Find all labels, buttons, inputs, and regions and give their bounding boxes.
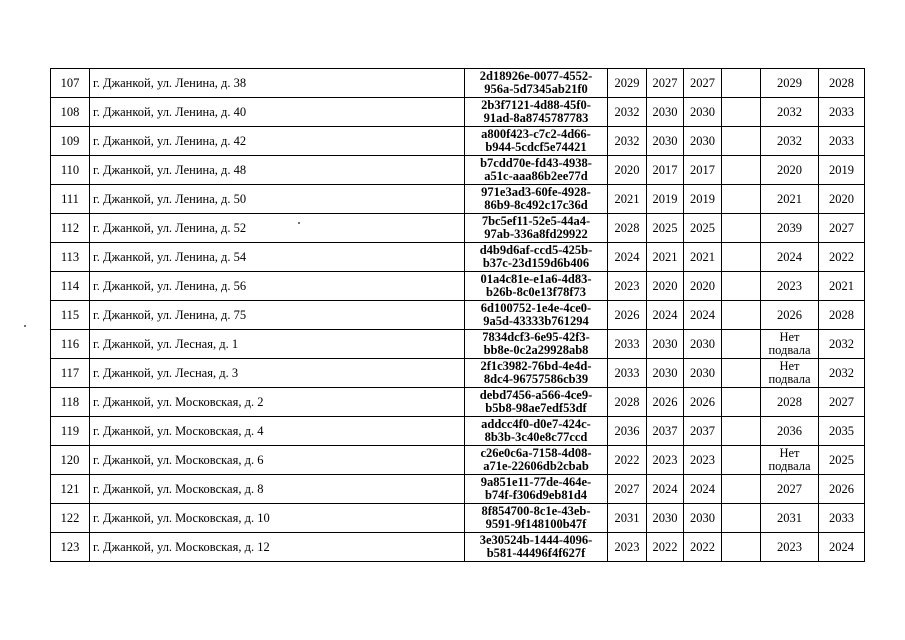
year-cell-2: 2030 bbox=[647, 98, 684, 127]
object-id-line: b26b-8c0e13f78f73 bbox=[486, 285, 586, 299]
basement-year-cell: 2032 bbox=[761, 127, 819, 156]
year-cell-1: 2031 bbox=[608, 504, 647, 533]
basement-year-cell: 2028 bbox=[761, 388, 819, 417]
row-number: 114 bbox=[51, 272, 90, 301]
year-cell-2: 2025 bbox=[647, 214, 684, 243]
year-cell-1: 2021 bbox=[608, 185, 647, 214]
year-cell-1: 2024 bbox=[608, 243, 647, 272]
object-id-line: b5b8-98ae7edf53df bbox=[485, 401, 587, 415]
table-row bbox=[51, 533, 865, 562]
year-cell-1: 2028 bbox=[608, 388, 647, 417]
row-number: 115 bbox=[51, 301, 90, 330]
year-cell-3: 2030 bbox=[684, 359, 722, 388]
row-number: 107 bbox=[51, 69, 90, 98]
scan-speck bbox=[24, 325, 26, 327]
year-cell-3: 2024 bbox=[684, 475, 722, 504]
year-cell-1: 2036 bbox=[608, 417, 647, 446]
object-id-line: 6d100752-1e4e-4ce0- bbox=[480, 301, 592, 315]
object-id-line: debd7456-a566-4ce9- bbox=[479, 388, 593, 402]
empty-cell bbox=[722, 330, 761, 359]
year-cell-6: 2022 bbox=[819, 243, 865, 272]
object-id-cell bbox=[465, 243, 608, 272]
year-cell-1: 2023 bbox=[608, 272, 647, 301]
object-id-line: 8f854700-8c1e-43eb- bbox=[481, 504, 591, 518]
row-number: 108 bbox=[51, 98, 90, 127]
year-cell-2: 2030 bbox=[647, 504, 684, 533]
object-id-line: 2b3f7121-4d88-45f0- bbox=[481, 98, 591, 112]
housing-registry-table bbox=[50, 68, 865, 562]
empty-cell bbox=[722, 301, 761, 330]
object-id-cell bbox=[465, 330, 608, 359]
year-cell-1: 2027 bbox=[608, 475, 647, 504]
year-cell-2: 2024 bbox=[647, 301, 684, 330]
object-id-line: 7834dcf3-6e95-42f3- bbox=[482, 330, 590, 344]
basement-year-cell: 2026 bbox=[761, 301, 819, 330]
year-cell-2: 2021 bbox=[647, 243, 684, 272]
empty-cell bbox=[722, 69, 761, 98]
address-cell: г. Джанкой, ул. Ленина, д. 38 bbox=[90, 69, 465, 98]
object-id-cell bbox=[465, 69, 608, 98]
object-id-cell bbox=[465, 185, 608, 214]
object-id-line: b74f-f306d9eb81d4 bbox=[484, 488, 588, 502]
basement-year-cell: 2031 bbox=[761, 504, 819, 533]
year-cell-1: 2033 bbox=[608, 359, 647, 388]
table-row bbox=[51, 69, 865, 98]
year-cell-2: 2023 bbox=[647, 446, 684, 475]
address-cell: г. Джанкой, ул. Московская, д. 10 bbox=[90, 504, 465, 533]
year-cell-6: 2026 bbox=[819, 475, 865, 504]
year-cell-3: 2019 bbox=[684, 185, 722, 214]
year-cell-3: 2027 bbox=[684, 69, 722, 98]
year-cell-6: 2024 bbox=[819, 533, 865, 562]
object-id-line: b581-44496f4f627f bbox=[486, 546, 586, 560]
year-cell-1: 2022 bbox=[608, 446, 647, 475]
basement-year-cell: 2039 bbox=[761, 214, 819, 243]
object-id-line: 9591-9f148100b47f bbox=[485, 517, 587, 531]
row-number: 123 bbox=[51, 533, 90, 562]
row-number: 120 bbox=[51, 446, 90, 475]
year-cell-1: 2032 bbox=[608, 127, 647, 156]
object-id-cell bbox=[465, 417, 608, 446]
year-cell-2: 2020 bbox=[647, 272, 684, 301]
row-number: 113 bbox=[51, 243, 90, 272]
year-cell-6: 2019 bbox=[819, 156, 865, 185]
address-cell: г. Джанкой, ул. Лесная, д. 1 bbox=[90, 330, 465, 359]
object-id-line: 7bc5ef11-52e5-44a4- bbox=[481, 214, 591, 228]
object-id-line: b7cdd70e-fd43-4938- bbox=[480, 156, 592, 170]
year-cell-6: 2021 bbox=[819, 272, 865, 301]
year-cell-6: 2033 bbox=[819, 504, 865, 533]
basement-year-cell: Нет подвала bbox=[761, 330, 819, 359]
empty-cell bbox=[722, 417, 761, 446]
basement-year-cell: 2023 bbox=[761, 272, 819, 301]
address-cell: г. Джанкой, ул. Ленина, д. 54 bbox=[90, 243, 465, 272]
basement-year-cell: 2032 bbox=[761, 98, 819, 127]
row-number: 109 bbox=[51, 127, 90, 156]
year-cell-2: 2017 bbox=[647, 156, 684, 185]
object-id-cell bbox=[465, 272, 608, 301]
address-cell: г. Джанкой, ул. Московская, д. 4 bbox=[90, 417, 465, 446]
year-cell-3: 2022 bbox=[684, 533, 722, 562]
year-cell-3: 2030 bbox=[684, 127, 722, 156]
empty-cell bbox=[722, 359, 761, 388]
year-cell-3: 2017 bbox=[684, 156, 722, 185]
row-number: 112 bbox=[51, 214, 90, 243]
object-id-line: b944-5cdcf5e74421 bbox=[485, 140, 587, 154]
empty-cell bbox=[722, 504, 761, 533]
basement-year-cell: 2021 bbox=[761, 185, 819, 214]
year-cell-3: 2024 bbox=[684, 301, 722, 330]
basement-year-cell: Нет подвала bbox=[761, 446, 819, 475]
year-cell-1: 2020 bbox=[608, 156, 647, 185]
year-cell-2: 2037 bbox=[647, 417, 684, 446]
address-cell: г. Джанкой, ул. Московская, д. 6 bbox=[90, 446, 465, 475]
year-cell-1: 2033 bbox=[608, 330, 647, 359]
object-id-line: 8b3b-3c40e8c77ccd bbox=[484, 430, 588, 444]
object-id-cell bbox=[465, 475, 608, 504]
object-id-cell bbox=[465, 446, 608, 475]
empty-cell bbox=[722, 533, 761, 562]
object-id-line: bb8e-0c2a29928ab8 bbox=[483, 343, 589, 357]
table-row bbox=[51, 98, 865, 127]
table-row bbox=[51, 330, 865, 359]
address-cell: г. Джанкой, ул. Ленина, д. 40 bbox=[90, 98, 465, 127]
year-cell-3: 2021 bbox=[684, 243, 722, 272]
row-number: 110 bbox=[51, 156, 90, 185]
year-cell-3: 2020 bbox=[684, 272, 722, 301]
year-cell-2: 2027 bbox=[647, 69, 684, 98]
year-cell-6: 2028 bbox=[819, 69, 865, 98]
object-id-line: a51c-aaa86b2ee77d bbox=[484, 169, 588, 183]
object-id-cell bbox=[465, 388, 608, 417]
basement-year-cell: 2029 bbox=[761, 69, 819, 98]
year-cell-6: 2020 bbox=[819, 185, 865, 214]
year-cell-3: 2025 bbox=[684, 214, 722, 243]
year-cell-6: 2028 bbox=[819, 301, 865, 330]
object-id-line: 86b9-8c492c17c36d bbox=[484, 198, 588, 212]
address-cell: г. Джанкой, ул. Ленина, д. 50 bbox=[90, 185, 465, 214]
year-cell-2: 2030 bbox=[647, 330, 684, 359]
table-row bbox=[51, 243, 865, 272]
basement-year-cell: 2023 bbox=[761, 533, 819, 562]
object-id-line: 956a-5d7345ab21f0 bbox=[484, 82, 588, 96]
empty-cell bbox=[722, 243, 761, 272]
table-row bbox=[51, 504, 865, 533]
table-row bbox=[51, 359, 865, 388]
object-id-line: 8dc4-96757586cb39 bbox=[483, 372, 589, 386]
object-id-line: 91ad-8a8745787783 bbox=[483, 111, 589, 125]
table-row bbox=[51, 214, 865, 243]
address-cell: г. Джанкой, ул. Московская, д. 8 bbox=[90, 475, 465, 504]
empty-cell bbox=[722, 98, 761, 127]
object-id-line: 9a5d-43333b761294 bbox=[483, 314, 589, 328]
object-id-line: 01a4c81e-e1a6-4d83- bbox=[480, 272, 592, 286]
object-id-cell bbox=[465, 156, 608, 185]
year-cell-3: 2030 bbox=[684, 504, 722, 533]
year-cell-6: 2032 bbox=[819, 359, 865, 388]
row-number: 117 bbox=[51, 359, 90, 388]
object-id-line: 97ab-336a8fd29922 bbox=[484, 227, 588, 241]
empty-cell bbox=[722, 214, 761, 243]
object-id-cell bbox=[465, 214, 608, 243]
table-row bbox=[51, 301, 865, 330]
year-cell-3: 2026 bbox=[684, 388, 722, 417]
object-id-cell bbox=[465, 533, 608, 562]
address-cell: г. Джанкой, ул. Лесная, д. 3 bbox=[90, 359, 465, 388]
year-cell-2: 2026 bbox=[647, 388, 684, 417]
basement-year-cell: Нет подвала bbox=[761, 359, 819, 388]
table-body bbox=[51, 69, 865, 562]
object-id-line: 9a851e11-77de-464e- bbox=[480, 475, 592, 489]
basement-year-cell: 2027 bbox=[761, 475, 819, 504]
object-id-line: d4b9d6af-ccd5-425b- bbox=[479, 243, 593, 257]
scan-speck bbox=[298, 222, 300, 224]
object-id-line: c26e0c6a-7158-4d08- bbox=[480, 446, 592, 460]
basement-year-cell: 2020 bbox=[761, 156, 819, 185]
empty-cell bbox=[722, 446, 761, 475]
object-id-cell bbox=[465, 127, 608, 156]
row-number: 111 bbox=[51, 185, 90, 214]
year-cell-2: 2030 bbox=[647, 127, 684, 156]
empty-cell bbox=[722, 156, 761, 185]
year-cell-6: 2033 bbox=[819, 127, 865, 156]
row-number: 118 bbox=[51, 388, 90, 417]
address-cell: г. Джанкой, ул. Ленина, д. 42 bbox=[90, 127, 465, 156]
row-number: 122 bbox=[51, 504, 90, 533]
object-id-line: b37c-23d159d6b406 bbox=[482, 256, 590, 270]
table-row bbox=[51, 127, 865, 156]
object-id-line: a71e-22606db2cbab bbox=[483, 459, 589, 473]
object-id-cell bbox=[465, 504, 608, 533]
year-cell-2: 2030 bbox=[647, 359, 684, 388]
empty-cell bbox=[722, 475, 761, 504]
year-cell-2: 2019 bbox=[647, 185, 684, 214]
object-id-cell bbox=[465, 98, 608, 127]
object-id-cell bbox=[465, 301, 608, 330]
table-row bbox=[51, 417, 865, 446]
address-cell: г. Джанкой, ул. Ленина, д. 48 bbox=[90, 156, 465, 185]
basement-year-cell: 2024 bbox=[761, 243, 819, 272]
table-row bbox=[51, 388, 865, 417]
object-id-line: 971e3ad3-60fe-4928- bbox=[481, 185, 591, 199]
year-cell-3: 2030 bbox=[684, 98, 722, 127]
year-cell-6: 2025 bbox=[819, 446, 865, 475]
object-id-line: 2f1c3982-76bd-4e4d- bbox=[480, 359, 592, 373]
empty-cell bbox=[722, 272, 761, 301]
year-cell-6: 2027 bbox=[819, 388, 865, 417]
address-cell: г. Джанкой, ул. Ленина, д. 75 bbox=[90, 301, 465, 330]
year-cell-6: 2027 bbox=[819, 214, 865, 243]
table-row bbox=[51, 185, 865, 214]
year-cell-2: 2024 bbox=[647, 475, 684, 504]
year-cell-6: 2032 bbox=[819, 330, 865, 359]
year-cell-3: 2037 bbox=[684, 417, 722, 446]
year-cell-1: 2026 bbox=[608, 301, 647, 330]
year-cell-1: 2032 bbox=[608, 98, 647, 127]
year-cell-1: 2029 bbox=[608, 69, 647, 98]
table-row bbox=[51, 446, 865, 475]
year-cell-1: 2023 bbox=[608, 533, 647, 562]
empty-cell bbox=[722, 127, 761, 156]
table-row bbox=[51, 156, 865, 185]
year-cell-6: 2033 bbox=[819, 98, 865, 127]
year-cell-1: 2028 bbox=[608, 214, 647, 243]
object-id-line: 2d18926e-0077-4552- bbox=[479, 69, 593, 83]
row-number: 121 bbox=[51, 475, 90, 504]
empty-cell bbox=[722, 185, 761, 214]
year-cell-3: 2030 bbox=[684, 330, 722, 359]
row-number: 119 bbox=[51, 417, 90, 446]
address-cell: г. Джанкой, ул. Московская, д. 2 bbox=[90, 388, 465, 417]
table-row bbox=[51, 475, 865, 504]
object-id-cell bbox=[465, 359, 608, 388]
object-id-line: a800f423-c7c2-4d66- bbox=[481, 127, 591, 141]
address-cell: г. Джанкой, ул. Московская, д. 12 bbox=[90, 533, 465, 562]
address-cell: г. Джанкой, ул. Ленина, д. 52 bbox=[90, 214, 465, 243]
year-cell-2: 2022 bbox=[647, 533, 684, 562]
basement-year-cell: 2036 bbox=[761, 417, 819, 446]
object-id-line: addcc4f0-d0e7-424c- bbox=[481, 417, 591, 431]
row-number: 116 bbox=[51, 330, 90, 359]
table-row bbox=[51, 272, 865, 301]
empty-cell bbox=[722, 388, 761, 417]
year-cell-3: 2023 bbox=[684, 446, 722, 475]
object-id-line: 3e30524b-1444-4096- bbox=[479, 533, 593, 547]
address-cell: г. Джанкой, ул. Ленина, д. 56 bbox=[90, 272, 465, 301]
year-cell-6: 2035 bbox=[819, 417, 865, 446]
